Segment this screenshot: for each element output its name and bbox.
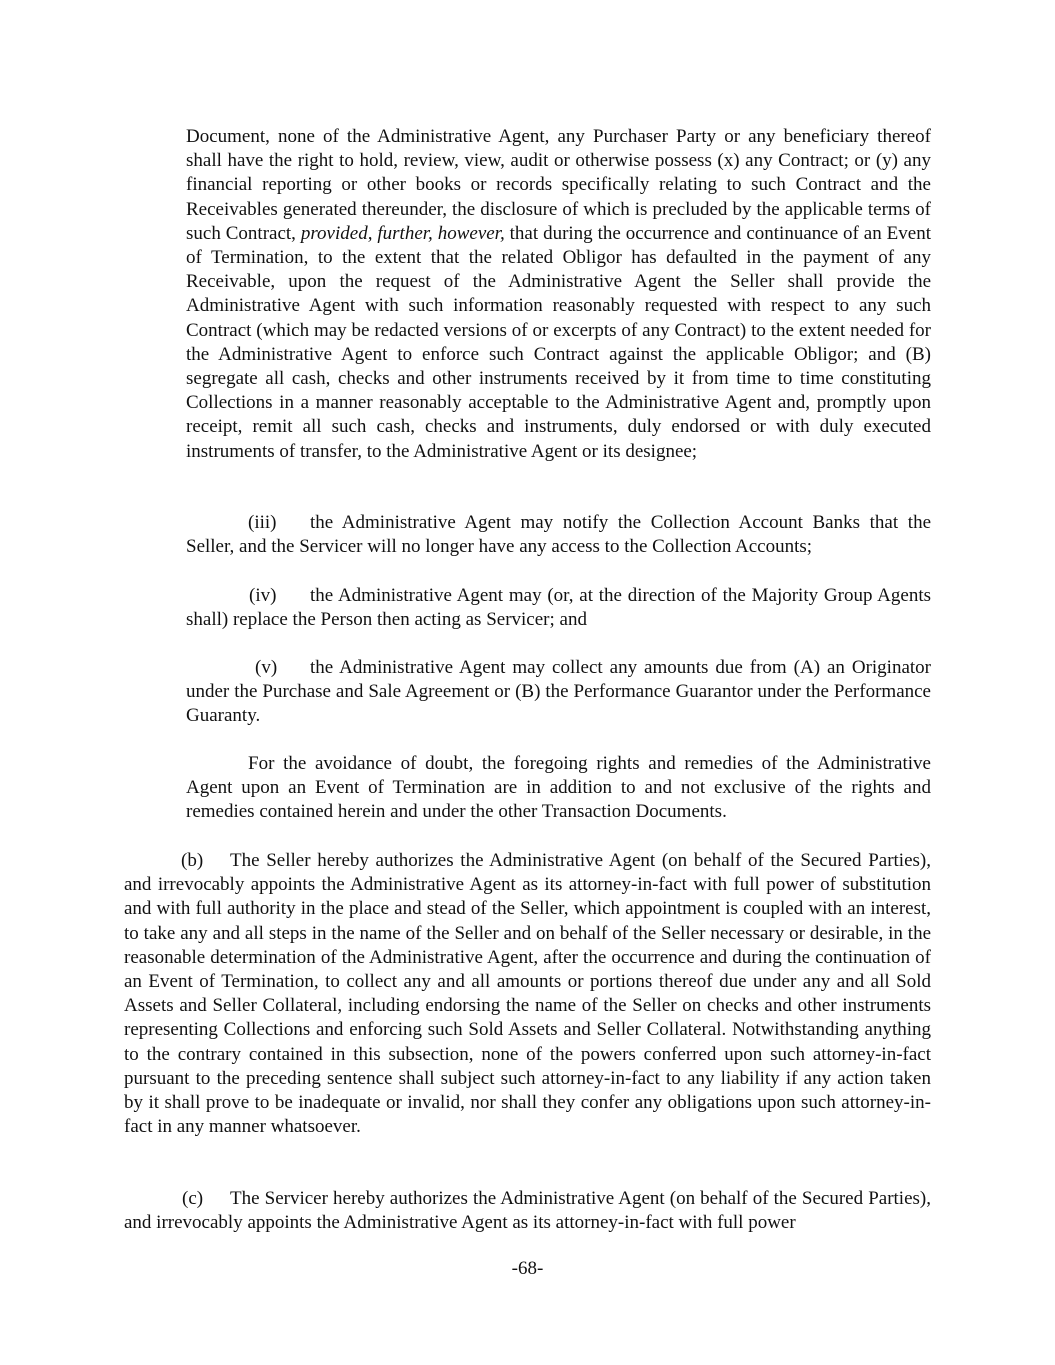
clause-v-text: the Administrative Agent may collect any amounts due from (A) an Originator under the Purchase and Sale Agreement or (B) the Performance Guarantor under the Performance Guaranty. [186, 657, 931, 727]
continuation-paragraph [186, 125, 931, 464]
clause-iv-paragraph [186, 584, 931, 632]
page-number: -68- [511, 1258, 544, 1279]
clause-iii-paragraph [186, 511, 931, 559]
section-b-text: The Seller hereby authorizes the Administrative Agent (on behalf of the Secured Parties), and irrevocably appoints the Administrative Agent as its attorney-in-fact with full power of substitution and with full authority in the place and stead of the Seller, which appointment is coupled with an interest, to take any and all steps in the name of the Seller and on behalf of the Seller necessary or desirable, in the reasonable determination of the Administrative Agent, after the occurrence and during the continuation of an Event of Termination, to collect any and all amounts or portions thereof due under any and all Sold Assets and Seller Collateral, including endorsing the name of the Seller on checks and other instruments representing Collections and enforcing such Sold Assets and Seller Collateral. Notwithstanding anything to the contrary contained in this subsection, none of the powers conferred upon such attorney-in-fact pursuant to the preceding sentence shall subject such attorney-in-fact to any liability if any action taken by it shall prove to be inadequate or invalid, nor shall they confer any obligations upon such attorney-in-fact in any manner whatsoever. [124, 850, 931, 1138]
section-b-paragraph [124, 849, 931, 1139]
continuation-text-part2: that during the occurrence and continuance of an Event of Termination, to the extent that the related Obligor has defaulted in the payment of any Receivable, upon the request of the Administrative Agent the Seller shall provide the Administrative Agent with such information reasonably requested with respect to any such Contract (which may be redacted versions of or excerpts of any Contract) to the extent needed for the Administrative Agent to enforce such Contract against the applicable Obligor; and (B) segregate all cash, checks and other instruments received by it from time to time constituting Collections in a manner reasonably acceptable to the Administrative Agent and, promptly upon receipt, remit all such cash, checks and instruments, duly endorsed or with duly executed instruments of transfer, to the Administrative Agent or its designee; [186, 222, 931, 462]
clause-iv-text: the Administrative Agent may (or, at the direction of the Majority Group Agents shall) replace the Person then acting as Servicer; and [186, 585, 931, 631]
clause-iii-text: the Administrative Agent may notify the Collection Account Banks that the Seller, and the Servicer will no longer have any access to the Collection Accounts; [186, 512, 931, 558]
clause-v-paragraph [186, 656, 931, 729]
section-c-text: The Servicer hereby authorizes the Administrative Agent (on behalf of the Secured Parties), and irrevocably appoints the Administrative Agent as its attorney-in-fact with full power [124, 1188, 931, 1234]
clause-v-marker: (v) [255, 657, 278, 678]
clause-iv-marker: (iv) [249, 585, 277, 606]
section-c-paragraph [124, 1187, 931, 1235]
avoidance-text: For the avoidance of doubt, the foregoing rights and remedies of the Administrative Agent upon an Event of Termination are in addition to and not exclusive of the rights and remedies contained herein and under the other Transaction Documents. [186, 753, 931, 823]
clause-iii-marker: (iii) [248, 512, 277, 533]
continuation-italic-proviso: provided, further, however, [300, 222, 505, 244]
section-c-marker: (c) [182, 1188, 204, 1209]
continuation-text-part1: Document, none of the Administrative Agent, any Purchaser Party or any beneficiary thereof shall have the right to hold, review, view, audit or otherwise possess (x) any Contract; or (y) any financial reporting or other books or records specifically relating to such Contract and the Receivables generated thereunder, the disclosure of which is precluded by the applicable terms of such Contract, [186, 126, 931, 244]
section-b-marker: (b) [181, 850, 204, 871]
avoidance-paragraph [186, 752, 931, 825]
